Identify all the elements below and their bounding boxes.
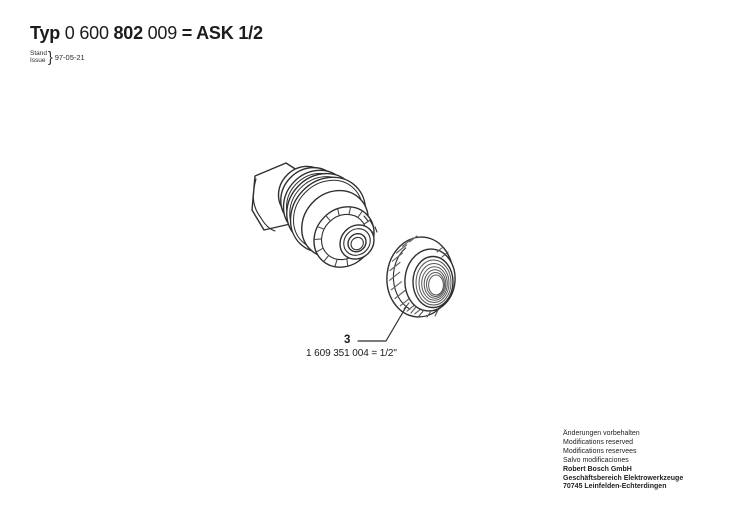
coupling-body-drawing (252, 156, 386, 280)
title-code-part3: 009 (147, 23, 178, 43)
title-code-part1: 0 600 (64, 23, 109, 43)
footer-note-de: Änderungen vorbehalten (563, 430, 640, 437)
revision-block (30, 49, 85, 65)
revision-labels (30, 50, 47, 65)
footer-note-es: Salvo modificaciones (563, 456, 629, 464)
ring-nut-drawing (383, 234, 458, 320)
part-reference: 1 609 351 004 = 1/2" (306, 348, 397, 359)
page-title (30, 23, 263, 44)
footer-note-en: Modifications reserved (563, 438, 634, 446)
revision-label-en: Issue (30, 57, 46, 64)
revision-label-de: Stand (30, 49, 47, 57)
footer-block (563, 430, 683, 492)
footer-company-address: 70745 Leinfelden-Echterdingen (563, 483, 667, 491)
title-type-label: Typ (30, 23, 61, 43)
title-code-part2: 802 (113, 23, 143, 43)
title-model-name: = ASK 1/2 (181, 23, 263, 43)
revision-brace: } (48, 48, 53, 66)
callout-leader-line (358, 307, 406, 341)
callout-number: 3 (344, 334, 351, 346)
footer-note-fr: Modifications reservees (563, 447, 637, 455)
footer-company-name: Robert Bosch GmbH (563, 465, 632, 473)
revision-date: 97-05-21 (54, 52, 85, 62)
footer-company-division: Geschäftsbereich Elektrowerkzeuge (563, 474, 684, 482)
